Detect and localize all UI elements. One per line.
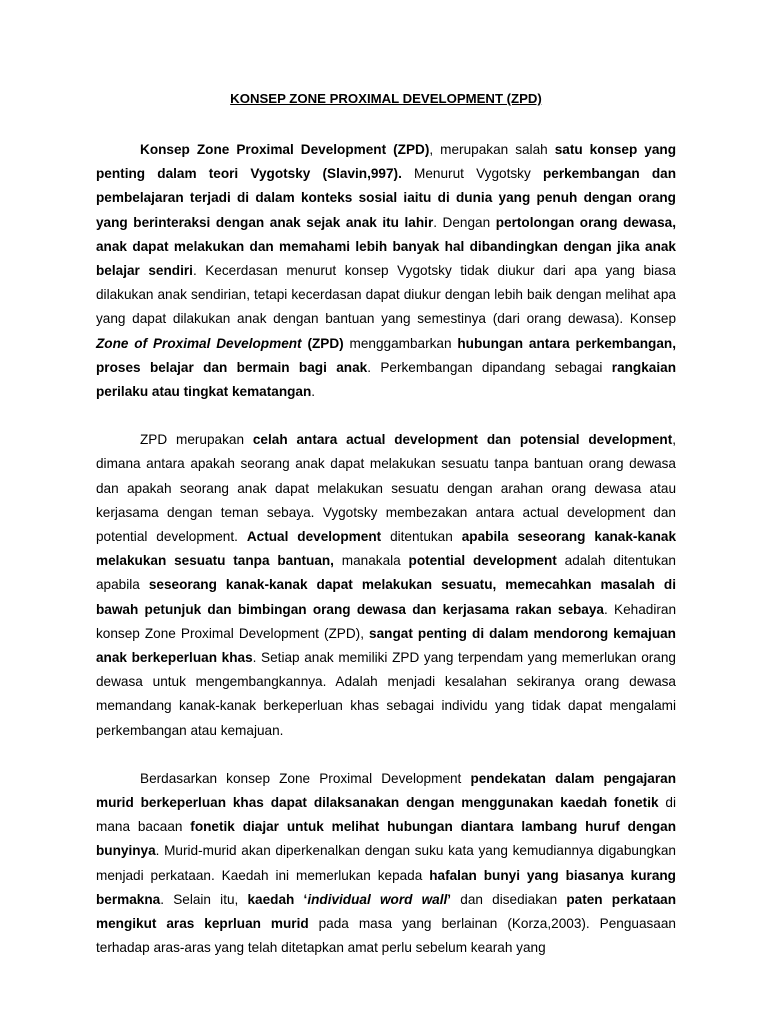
text-run: Berdasarkan konsep Zone Proximal Development	[140, 770, 471, 786]
text-run: ditentukan	[381, 529, 462, 545]
emphasis-run: pendekatan dalam pengajaran murid berkeperluan khas dapat dilaksanakan dengan menggunakan kaedah fonetik	[96, 770, 677, 811]
emphasis-run: (ZPD)	[307, 335, 344, 351]
paragraph	[96, 428, 676, 743]
text-run: Menurut Vygotsky	[401, 166, 543, 182]
document-title: KONSEP ZONE PROXIMAL DEVELOPMENT (ZPD)	[230, 91, 542, 106]
text-run: , merupakan salah	[429, 142, 555, 157]
emphasis-run: individual word wall	[307, 891, 448, 907]
text-run: menggambarkan	[343, 335, 458, 351]
emphasis-run: ’	[447, 891, 452, 907]
emphasis-run: hafalan bunyi yang biasanya kurang bermakna	[96, 867, 676, 907]
paragraph	[96, 138, 676, 404]
emphasis-run: apabila seseorang kanak-kanak melakukan sesuatu tanpa bantuan,	[96, 529, 676, 569]
text-run: di mana bacaan	[96, 795, 676, 835]
emphasis-run: Konsep Zone Proximal Development (ZPD)	[140, 142, 430, 157]
text-run: . Selain itu,	[160, 891, 248, 907]
text-run: manakala	[333, 553, 409, 569]
text-run: ZPD merupakan	[140, 432, 253, 448]
emphasis-run: celah antara actual development dan potensial development	[252, 432, 673, 448]
paragraph	[96, 767, 676, 961]
document-page	[96, 90, 676, 985]
text-run: adalah ditentukan apabila	[96, 553, 676, 593]
emphasis-run: seseorang kanak-kanak dapat melakukan sesuatu, memecahkan masalah di bawah petunjuk dan bimbingan orang dewasa dan kerjasama rakan sebaya	[96, 577, 676, 617]
text-run: . Kecerdasan menurut konsep Vygotsky tidak diukur dari apa yang biasa dilakukan anak sendirian, tetapi kecerdasan dapat diukur dengan lebih baik dengan melihat apa yang dapat dilakukan anak dengan bantuan yang semestinya (dari orang dewasa). Konsep	[96, 263, 676, 327]
text-run: . Perkembangan dipandang sebagai	[367, 359, 612, 375]
emphasis-run: sangat penting di dalam mendorong kemajuan anak berkeperluan khas	[96, 625, 676, 666]
text-run: , dimana antara apakah seorang anak dapat melakukan sesuatu tanpa bantuan orang dewasa dan apakah seorang anak dapat melakukan sesuatu dengan arahan orang dewasa atau kerjasama dengan teman sebaya. Vygotsky membezakan antara actual development dan potential development.	[96, 432, 676, 545]
emphasis-run: Actual development	[246, 529, 382, 545]
emphasis-run: pertolongan orang dewasa, anak dapat melakukan dan memahami lebih banyak hal dibandingkan dengan jika anak belajar sendiri	[96, 214, 676, 279]
emphasis-run: hubungan antara perkembangan, proses belajar dan bermain bagi anak	[96, 335, 677, 375]
text-run: pada masa yang berlainan (Korza,2003). Penguasaan terhadap aras-aras yang telah ditetapkan amat perlu sebelum kearah yang	[96, 916, 676, 956]
text-run: dan disediakan	[451, 891, 567, 907]
emphasis-run: perkembangan dan pembelajaran terjadi di dalam konteks sosial iaitu di dunia yang penuh dengan orang yang berinteraksi dengan anak sejak anak itu lahir	[96, 166, 677, 230]
emphasis-run: satu konsep yang penting dalam teori Vygotsky (Slavin,997).	[96, 142, 676, 182]
text-run: . Dengan	[433, 214, 496, 230]
emphasis-run: rangkaian perilaku atau tingkat kematangan	[96, 359, 676, 400]
text-run: .	[311, 384, 316, 400]
emphasis-run: potential development	[408, 553, 557, 569]
text-run: . Kehadiran konsep Zone Proximal Development (ZPD),	[96, 601, 676, 641]
emphasis-run: Zone of Proximal Development	[96, 335, 302, 351]
emphasis-run: kaedah ‘	[247, 891, 308, 907]
emphasis-run: paten perkataan mengikut aras keprluan murid	[96, 891, 676, 932]
text-run: . Setiap anak memiliki ZPD yang terpendam yang memerlukan orang dewasa untuk mengembangkannya. Adalah menjadi kesalahan sekiranya orang dewasa memandang kanak-kanak berkeperluan khas sebagai individu yang tidak dapat mengalami perkembangan atau kemajuan.	[96, 650, 676, 738]
emphasis-run: fonetik diajar untuk melihat hubungan diantara lambang huruf dengan bunyinya	[96, 819, 677, 859]
text-run: . Murid-murid akan diperkenalkan dengan suku kata yang kemudiannya digabungkan menjadi perkataan. Kaedah ini memerlukan kepada	[96, 843, 676, 883]
